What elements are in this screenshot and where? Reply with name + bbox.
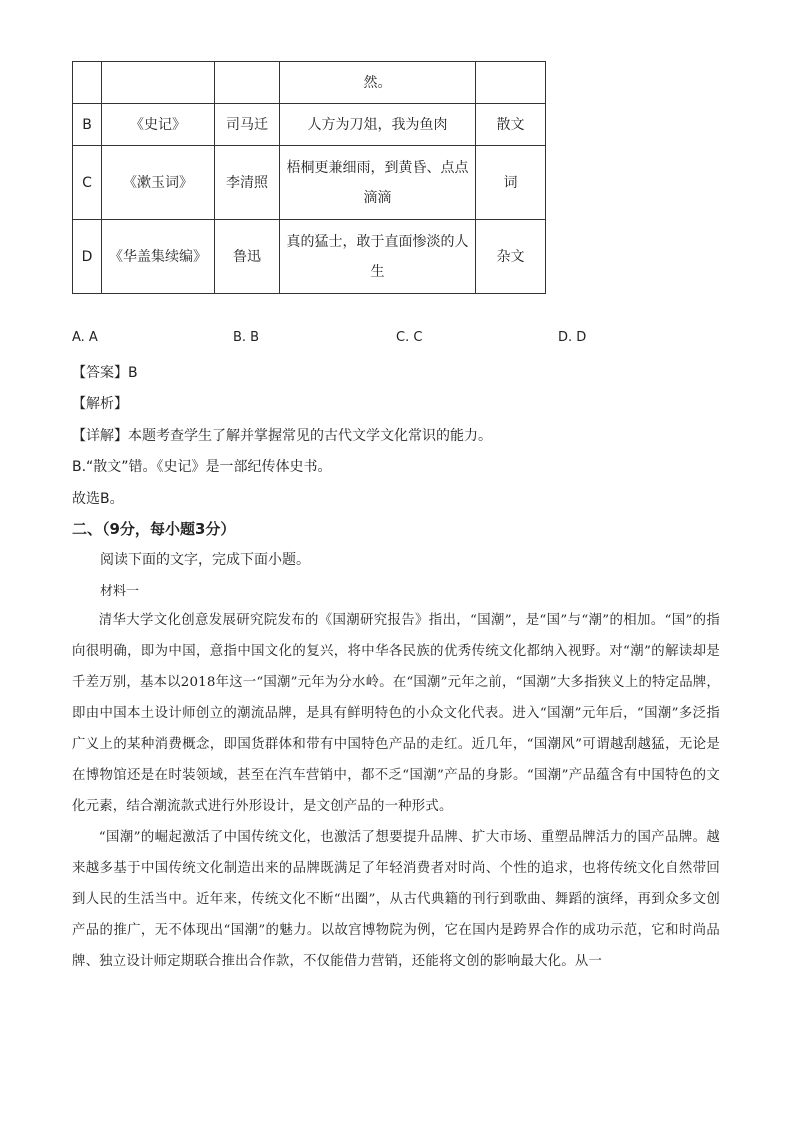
- table-row: [73, 104, 546, 146]
- genre-cell: 散文: [476, 104, 546, 146]
- table-row: [73, 220, 546, 294]
- genre-cell: [476, 62, 546, 104]
- work-cell: 《华盖集续编》: [102, 220, 215, 294]
- genre-cell: 杂文: [476, 220, 546, 294]
- option-c: C. C: [396, 330, 423, 345]
- option-b: B. B: [233, 330, 260, 345]
- literature-table: [72, 61, 546, 294]
- answer-label: 【答案】: [72, 365, 128, 381]
- work-cell: 《漱玉词》: [102, 146, 215, 220]
- article-body: [72, 605, 720, 977]
- work-cell: 《史记》: [102, 104, 215, 146]
- author-cell: 鲁迅: [215, 220, 280, 294]
- paragraph: “国潮”的崛起激活了中国传统文化，也激活了想要提升品牌、扩大市场、重塑品牌活力的国产品牌。越来越多基于中国传统文化制造出来的品牌既满足了年轻消费者对时尚、个性的追求，也将传统文化自然带回到人民的生活当中。近年来，传统文化不断“出圈”，从古代典籍的刊行到歌曲、舞蹈的演绎，再到众多文创产品的推广，无不体现出“国潮”的魅力。以故宫博物院为例，它在国内是跨界合作的成功示范，它和时尚品牌、独立设计师定期联合推出合作款，不仅能借力营销，还能将文创的影响最大化。从一: [72, 830, 720, 969]
- option-cell: C: [73, 146, 102, 220]
- explanation-line: B.“散文”错。《史记》是一部纪传体史书。: [72, 459, 332, 475]
- work-cell: [102, 62, 215, 104]
- genre-cell: 词: [476, 146, 546, 220]
- option-cell: D: [73, 220, 102, 294]
- author-cell: 司马迁: [215, 104, 280, 146]
- conclusion-line: 故选B。: [72, 491, 124, 507]
- answer-options: [72, 330, 672, 352]
- option-a: A. A: [72, 330, 98, 345]
- answer-value: B: [128, 365, 138, 381]
- detail-label: 【详解】: [72, 428, 128, 444]
- author-cell: 李清照: [215, 146, 280, 220]
- option-d: D. D: [558, 330, 587, 345]
- section-heading: 二、（9分，每小题3分）: [72, 520, 236, 538]
- table-row: [73, 146, 546, 220]
- material-label: 材料一: [100, 584, 140, 599]
- analysis-label: 【解析】: [72, 396, 128, 412]
- author-cell: [215, 62, 280, 104]
- quote-cell: 真的猛士，敢于直面惨淡的人生: [280, 220, 476, 294]
- instruction: 阅读下面的文字，完成下面小题。: [100, 552, 310, 568]
- paragraph: 清华大学文化创意发展研究院发布的《国潮研究报告》指出，“国潮”，是“国”与“潮”的相加。“国”的指向很明确，即为中国，意指中国文化的复兴，将中华各民族的优秀传统文化都纳入视野。对“潮”的解读却是千差万别，基本以2018年这一“国潮”元年为分水岭。在“国潮”元年之前，“国潮”大多指狭义上的特定品牌，即由中国本土设计师创立的潮流品牌，是具有鲜明特色的小众文化代表。进入“国潮”元年后，“国潮”多泛指广义上的某种消费概念，即国货群体和带有中国特色产品的走红。近几年，“国潮风”可谓越刮越猛，无论是在博物馆还是在时装领域，甚至在汽车营销中，都不乏“国潮”产品的身影。“国潮”产品蕴含有中国特色的文化元素，结合潮流款式进行外形设计，是文创产品的一种形式。: [72, 613, 720, 814]
- option-cell: [73, 62, 102, 104]
- quote-cell: 人方为刀俎，我为鱼肉: [280, 104, 476, 146]
- answer-line: [72, 362, 138, 382]
- table-row: [73, 62, 546, 104]
- detail-text: 本题考查学生了解并掌握常见的古代文学文化常识的能力。: [128, 428, 492, 444]
- option-cell: B: [73, 104, 102, 146]
- quote-cell: 梧桐更兼细雨，到黄昏、点点滴滴: [280, 146, 476, 220]
- detail-line: [72, 425, 492, 445]
- quote-cell: 然。: [280, 62, 476, 104]
